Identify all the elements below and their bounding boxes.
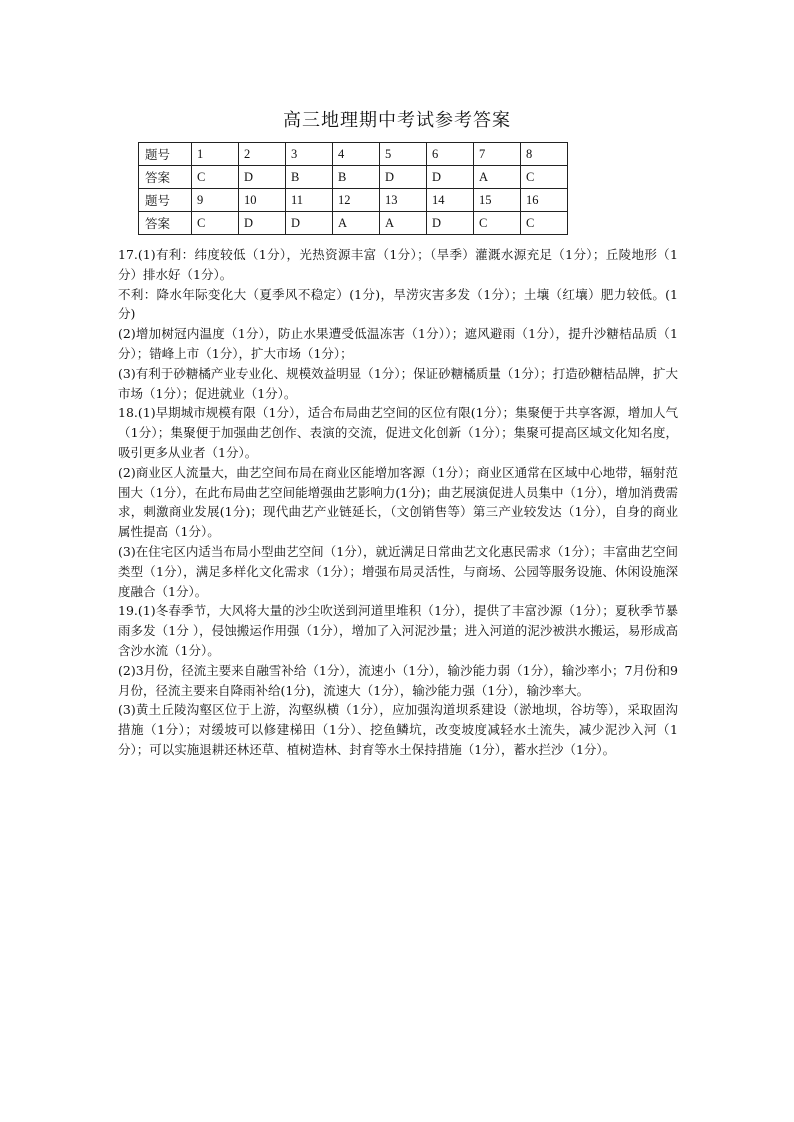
table-cell: 12 bbox=[333, 189, 380, 212]
table-row bbox=[139, 212, 568, 235]
table-cell: D bbox=[427, 166, 474, 189]
answer-paragraph: 18.(1)早期城市规模有限（1分），适合布局曲艺空间的区位有限(1分）；集聚便于共享客源，增加人气（1分）；集聚便于加强曲艺创作、表演的交流，促进文化创新（1分）；集聚可提高区域文化知名度，吸引更多从业者（1分）。 bbox=[118, 405, 678, 460]
table-cell: D bbox=[427, 212, 474, 235]
table-cell: 5 bbox=[380, 143, 427, 166]
table-cell: C bbox=[192, 166, 239, 189]
table-cell: 2 bbox=[239, 143, 286, 166]
table-cell: 14 bbox=[427, 189, 474, 212]
table-cell: 4 bbox=[333, 143, 380, 166]
table-cell: 11 bbox=[286, 189, 333, 212]
table-row bbox=[139, 189, 568, 212]
row-label: 答案 bbox=[139, 212, 192, 235]
answer-table bbox=[138, 142, 568, 235]
answer-paragraph: (3)有利于砂糖橘产业专业化、规模效益明显（1分）；保证砂糖橘质量（1分）；打造砂糖桔品牌，扩大市场（1分）；促进就业（1分）。 bbox=[118, 365, 678, 401]
table-row bbox=[139, 166, 568, 189]
row-label: 答案 bbox=[139, 166, 192, 189]
table-cell: D bbox=[239, 212, 286, 235]
answer-paragraph: 不利：降水年际变化大（夏季风不稳定）(1分)，旱涝灾害多发（1分）；土壤（红壤）肥力较低。(1分) bbox=[118, 286, 678, 322]
answer-body bbox=[118, 245, 678, 760]
table-cell: 8 bbox=[521, 143, 568, 166]
table-cell: 3 bbox=[286, 143, 333, 166]
table-cell: 10 bbox=[239, 189, 286, 212]
answer-paragraph: (2)3月份，径流主要来自融雪补给（1分），流速小（1分），输沙能力弱（1分），输沙率小；7月份和9月份，径流主要来自降雨补给(1分)，流速大（1分），输沙能力强（1分），输沙率大。 bbox=[118, 662, 678, 698]
table-cell: D bbox=[239, 166, 286, 189]
table-cell: 13 bbox=[380, 189, 427, 212]
table-cell: 6 bbox=[427, 143, 474, 166]
answer-paragraph: 17.(1)有利：纬度较低（1分），光热资源丰富（1分）；（旱季）灌溉水源充足（1分）；丘陵地形（1分）排水好（1分）。 bbox=[118, 247, 678, 282]
table-row bbox=[139, 143, 568, 166]
table-cell: D bbox=[286, 212, 333, 235]
answer-paragraph: (2)增加树冠内温度（1分），防止水果遭受低温冻害（1分））；遮风避雨（1分），提升沙糖桔品质（1分）；错峰上市（1分），扩大市场（1分）； bbox=[118, 326, 678, 361]
row-label: 题号 bbox=[139, 143, 192, 166]
table-cell: A bbox=[380, 212, 427, 235]
table-cell: B bbox=[286, 166, 333, 189]
table-cell: D bbox=[380, 166, 427, 189]
table-cell: 16 bbox=[521, 189, 568, 212]
table-cell: 15 bbox=[474, 189, 521, 212]
page-title: 高三地理期中考试参考答案 bbox=[283, 110, 511, 131]
table-cell: 7 bbox=[474, 143, 521, 166]
table-cell: C bbox=[521, 166, 568, 189]
table-cell: C bbox=[192, 212, 239, 235]
row-label: 题号 bbox=[139, 189, 192, 212]
table-cell: A bbox=[333, 212, 380, 235]
table-cell: 1 bbox=[192, 143, 239, 166]
answer-paragraph: (2)商业区人流量大，曲艺空间布局在商业区能增加客源（1分）；商业区通常在区域中心地带，辐射范围大（1分），在此布局曲艺空间能增强曲艺影响力(1分)；曲艺展演促进人员集中（1分），增加消费需求，刺激商业发展(1分)；现代曲艺产业链延长，（文创销售等）第三产业较发达（1分），自身的商业属性提高（1分）。 bbox=[118, 464, 678, 540]
answer-paragraph: 19.(1)冬春季节，大风将大量的沙尘吹送到河道里堆积（1分），提供了丰富沙源（1分）；夏秋季节暴雨多发（1分 ），侵蚀搬运作用强（1分），增加了入河泥沙量；进入河道的泥沙被洪水搬运，易形成高含沙水流（1分）。 bbox=[118, 603, 678, 658]
answer-paragraph: (3)在住宅区内适当布局小型曲艺空间（1分），就近满足日常曲艺文化惠民需求（1分）；丰富曲艺空间类型（1分），满足多样化文化需求（1分）；增强布局灵活性，与商场、公园等服务设施、休闲设施深度融合（1分）。 bbox=[118, 543, 678, 599]
answer-paragraph: (3)黄土丘陵沟壑区位于上游，沟壑纵横（1分），应加强沟道坝系建设（淤地坝，谷坊等），采取固沟措施（1分）；对缓坡可以修建梯田（1分）、挖鱼鳞坑，改变坡度减轻水土流失，减少泥沙入河（1分）；可以实施退耕还林还草、植树造林、封育等水土保持措施（1分），蓄水拦沙（1分）。 bbox=[118, 702, 678, 757]
table-cell: 9 bbox=[192, 189, 239, 212]
table-cell: C bbox=[474, 212, 521, 235]
table-cell: B bbox=[333, 166, 380, 189]
table-cell: A bbox=[474, 166, 521, 189]
table-cell: C bbox=[521, 212, 568, 235]
